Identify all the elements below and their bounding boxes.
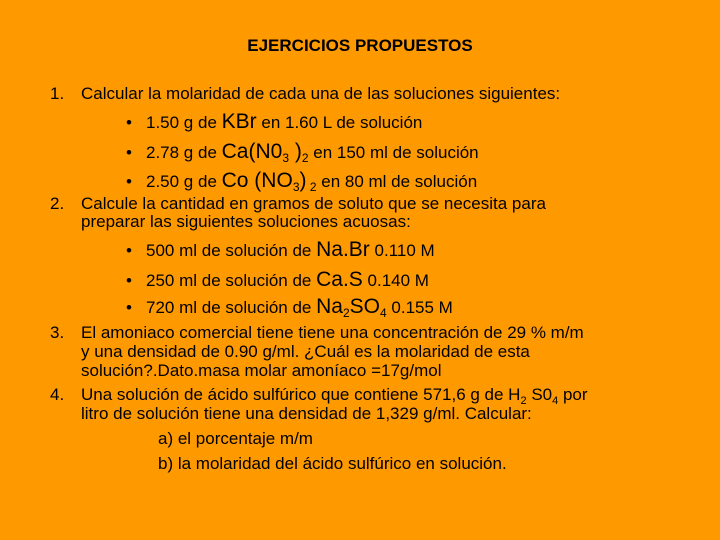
item-text: El amoniaco comercial tiene tiene una concentración de 29 % m/m [81,323,584,342]
sub-item: a) el porcentaje m/m [158,429,313,448]
bullet-marker: • [126,143,132,162]
sub-item: b) la molaridad del ácido sulfúrico en solución. [158,454,507,473]
bullet-marker: • [126,298,132,317]
item-text: solución?.Dato.masa molar amoníaco =17g/mol [81,361,442,380]
item-number: 2. [50,194,65,213]
page-title: EJERCICIOS PROPUESTOS [247,36,473,55]
item-text: y una densidad de 0.90 g/ml. ¿Cuál es la molaridad de esta [81,342,530,361]
item-text: Calcular la molaridad de cada una de las soluciones siguientes: [81,84,561,103]
bullet-marker: • [126,271,132,290]
item-text: litro de solución tiene una densidad de 1,329 g/ml. Calcular: [81,404,532,423]
item-number: 1. [50,84,65,103]
bullet-text: 2.50 g de Co $(NO_3)$ $_2$ en 80 ml de solución [146,169,478,194]
bullet-marker: • [126,113,132,132]
bullet-marker: • [126,241,132,260]
item-text: Calcule la cantidad en gramos de soluto que se necesita para [81,194,546,213]
bullet-text: 1.50 g de KBr en 1.60 L de solución [146,110,423,133]
bullet-marker: • [126,172,132,191]
bullet-text: 2.78 g de $Ca(N0_3$ )$_2$ en 150 ml de solución [146,140,479,165]
item-number: 4. [50,385,65,404]
bullet-text: 250 ml de solución de Ca.S 0.140 M [146,268,429,291]
item-text: Una solución de ácido sulfúrico que contiene 571,6 g de $H_2$ $S0_4$ por [81,385,588,407]
item-text: preparar las siguientes soluciones acuosas: [81,212,411,231]
item-number: 3. [50,323,65,342]
bullet-text: 720 ml de solución de $Na_2SO_4$ 0.155 M [146,295,453,320]
bullet-text: 500 ml de solución de Na.Br 0.110 M [146,238,435,261]
